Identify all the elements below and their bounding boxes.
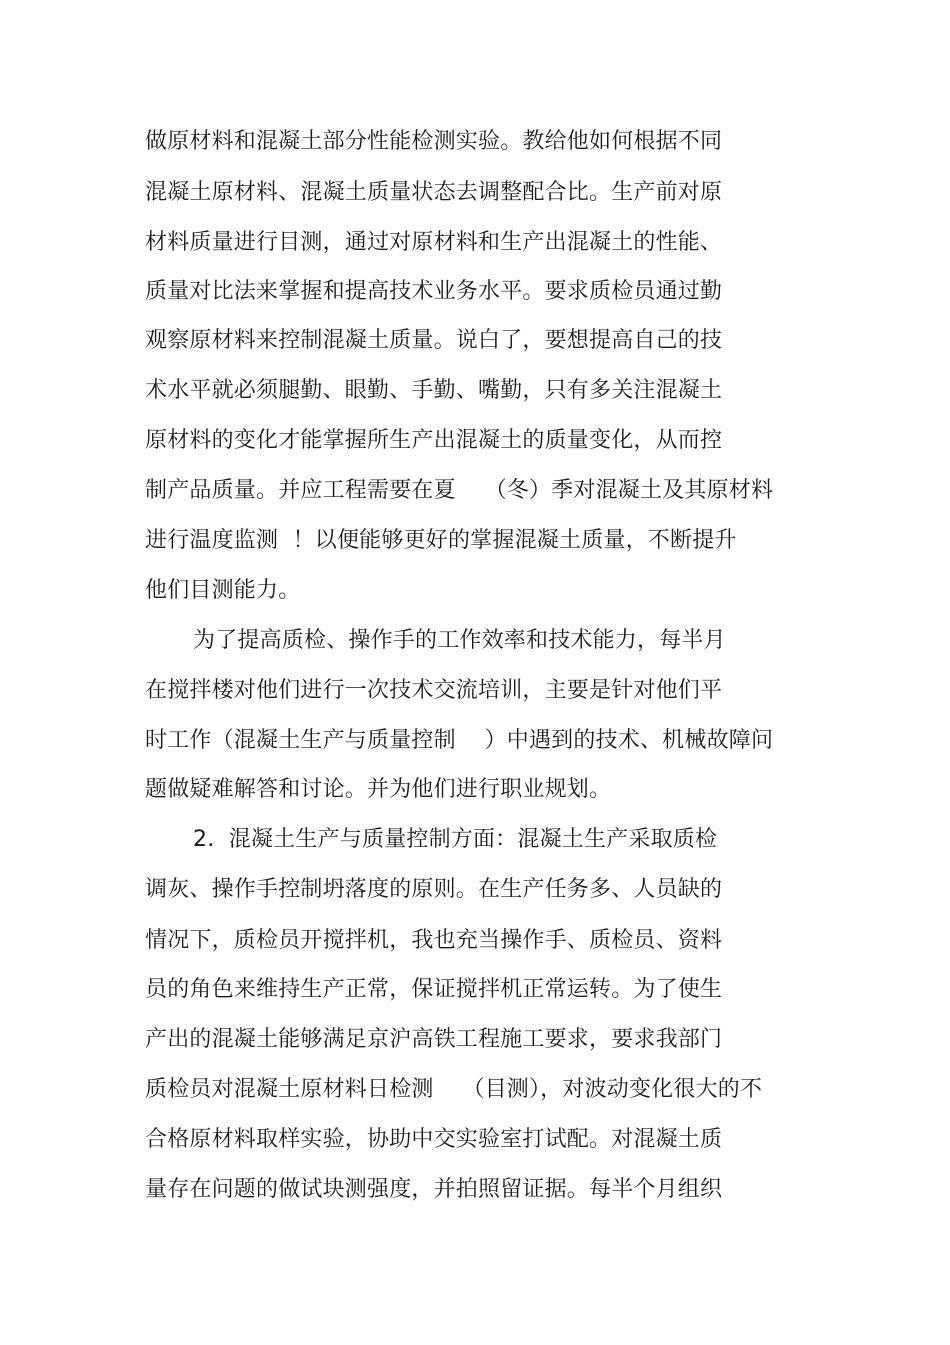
text-line: 员的角色来维持生产正常，保证搅拌机正常运转。为了使生 [145, 977, 723, 1002]
text-line: 产出的混凝土能够满足京沪高铁工程施工要求，要求我部门 [145, 1027, 723, 1052]
text-line: 材料质量进行目测，通过对原材料和生产出混凝土的性能、 [145, 230, 723, 255]
text-line: 质量对比法来掌握和提高技术业务水平。要求质检员通过勤 [145, 279, 723, 304]
text-line: 进行温度监测 ！以便能够更好的掌握混凝土质量，不断提升 [145, 528, 737, 553]
paragraph-first-line: 为了提高质检、操作手的工作效率和技术能力，每半月 [193, 628, 726, 653]
text-line: 合格原材料取样实验，协助中交实验室打试配。对混凝土质 [145, 1127, 723, 1152]
text-line: 他们目测能力。 [145, 578, 301, 603]
text-line: 观察原材料来控制混凝土质量。说白了，要想提高自己的技 [145, 328, 723, 353]
text-line: 量存在问题的做试块测强度，并拍照留证据。每半个月组织 [145, 1177, 723, 1202]
text-line: 术水平就必须腿勤、眼勤、手勤、嘴勤，只有多关注混凝土 [145, 378, 723, 403]
text-line: 题做疑难解答和讨论。并为他们进行职业规划。 [145, 777, 612, 802]
text-line: 原材料的变化才能掌握所生产出混凝土的质量变化，从而控 [145, 428, 723, 453]
text-line: 做原材料和混凝土部分性能检测实验。教给他如何根据不同 [145, 129, 723, 154]
text-line: 调灰、操作手控制坍落度的原则。在生产任务多、人员缺的 [145, 877, 723, 902]
text-line: 时工作（混凝土生产与质量控制 ）中遇到的技术、机械故障问 [145, 728, 774, 753]
text-line: 制产品质量。并应工程需要在夏 （冬）季对混凝土及其原材料 [145, 478, 774, 503]
paragraph-first-line: 2. 混凝土生产与质量控制方面：混凝土生产采取质检 [193, 827, 718, 852]
text-line: 情况下，质检员开搅拌机，我也充当操作手、质检员、资料 [145, 928, 723, 953]
text-line: 质检员对混凝土原材料日检测 （目测），对波动变化很大的不 [145, 1077, 763, 1102]
text-line: 混凝土原材料、混凝土质量状态去调整配合比。生产前对原 [145, 180, 723, 205]
text-line: 在搅拌楼对他们进行一次技术交流培训，主要是针对他们平 [145, 678, 723, 703]
